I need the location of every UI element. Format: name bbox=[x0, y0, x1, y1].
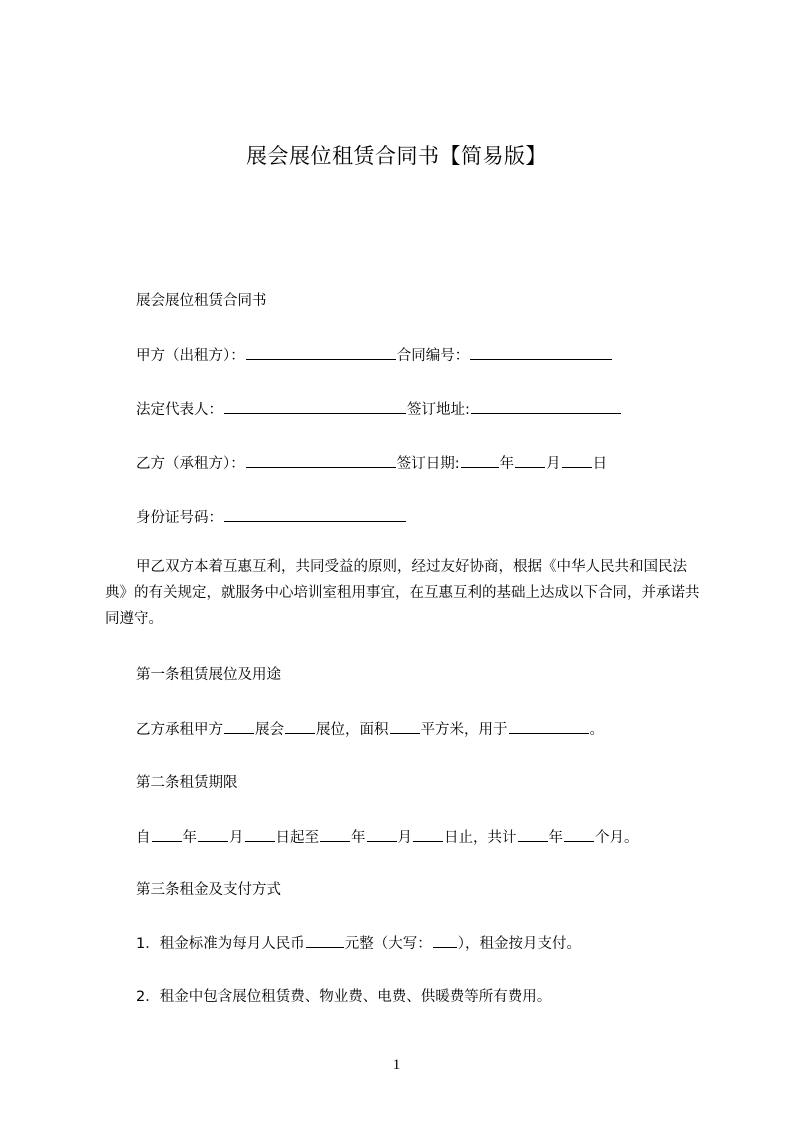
article2-text-8: 年 bbox=[548, 830, 563, 846]
article1-heading: 第一条租赁展位及用途 bbox=[136, 667, 281, 683]
article1-blank-4 bbox=[509, 719, 589, 734]
article2-text-2: 年 bbox=[182, 830, 197, 846]
article1-blank-3 bbox=[390, 719, 420, 734]
article1-text-2: 展会 bbox=[255, 722, 284, 738]
sign-year-blank bbox=[461, 453, 499, 468]
sign-year-label: 年 bbox=[499, 456, 515, 472]
article2-blank-1 bbox=[152, 827, 182, 842]
article2-text-3: 月 bbox=[229, 830, 244, 846]
party-a-line bbox=[136, 345, 613, 366]
document-title: 展会展位租赁合同书【简易版】 bbox=[246, 144, 547, 168]
article3-item2: 2．租金中包含展位租赁费、物业费、电费、供暖费等所有费用。 bbox=[136, 989, 552, 1005]
article2-heading: 第二条租赁期限 bbox=[136, 775, 238, 791]
article2-blank-7 bbox=[518, 827, 548, 842]
party-b-blank bbox=[246, 453, 396, 468]
party-a-blank bbox=[246, 345, 396, 360]
sign-address-blank bbox=[471, 399, 621, 414]
party-b-label: 乙方（承租方）： bbox=[136, 456, 245, 472]
rent-uppercase-blank bbox=[433, 933, 457, 948]
contract-no-label: 合同编号： bbox=[396, 348, 470, 364]
sign-day-blank bbox=[562, 453, 592, 468]
id-number-blank bbox=[224, 507, 406, 522]
article1-text-1: 乙方承租甲方 bbox=[136, 722, 223, 738]
article1-text-5: 。 bbox=[589, 722, 604, 738]
sign-address-label: 签订地址: bbox=[407, 402, 470, 418]
page-number: 1 bbox=[392, 1057, 401, 1073]
article2-text-7: 日止，共计 bbox=[444, 830, 517, 846]
sign-month-blank bbox=[515, 453, 545, 468]
sign-date-label: 签订日期: bbox=[396, 456, 460, 472]
article1-text-3: 展位，面积 bbox=[316, 722, 389, 738]
article3-heading: 第三条租金及支付方式 bbox=[136, 882, 281, 898]
article1-blank-1 bbox=[224, 719, 254, 734]
article1-blank-2 bbox=[285, 719, 315, 734]
sign-month-label: 月 bbox=[546, 456, 561, 472]
document-subtitle: 展会展位租赁合同书 bbox=[136, 293, 267, 309]
legal-rep-line bbox=[136, 399, 622, 420]
article2-blank-2 bbox=[198, 827, 228, 842]
intro-text: 甲乙双方本着互惠互利，共同受益的原则，经过友好协商，根据《中华人民共和国民法典》的有关规定，就服务中心培训室租用事宜，在互惠互利的基础上达成以下合同，并承诺共同遵守。 bbox=[105, 559, 700, 627]
article2-blank-3 bbox=[245, 827, 275, 842]
article2-blank-8 bbox=[564, 827, 594, 842]
intro-paragraph bbox=[105, 554, 705, 632]
article2-text-5: 年 bbox=[351, 830, 366, 846]
rent-amount-blank bbox=[306, 933, 344, 948]
id-number-line bbox=[136, 507, 407, 528]
article2-text-4: 日起至 bbox=[275, 830, 319, 846]
article3-item1 bbox=[136, 933, 581, 954]
contract-no-blank bbox=[470, 345, 612, 360]
article2-text-9: 个月。 bbox=[595, 830, 639, 846]
article2-text-6: 月 bbox=[397, 830, 412, 846]
article3-item1-text-2: 元整（大写： bbox=[344, 936, 432, 952]
party-b-line bbox=[136, 453, 607, 474]
sign-day-label: 日 bbox=[592, 456, 608, 472]
legal-rep-blank bbox=[224, 399, 406, 414]
article2-blank-6 bbox=[413, 827, 443, 842]
article2-blank-4 bbox=[320, 827, 350, 842]
article2-blank-5 bbox=[367, 827, 397, 842]
article1-line bbox=[136, 719, 604, 740]
article2-line bbox=[136, 827, 639, 848]
article3-item1-text-3: ），租金按月支付。 bbox=[457, 936, 581, 952]
article1-text-4: 平方米，用于 bbox=[420, 722, 508, 738]
article3-item1-text-1: 1．租金标准为每月人民币 bbox=[136, 936, 305, 952]
legal-rep-label: 法定代表人： bbox=[136, 402, 223, 418]
party-a-label: 甲方（出租方）： bbox=[136, 348, 245, 364]
id-number-label: 身份证号码： bbox=[136, 510, 223, 526]
article2-text-1: 自 bbox=[136, 830, 151, 846]
